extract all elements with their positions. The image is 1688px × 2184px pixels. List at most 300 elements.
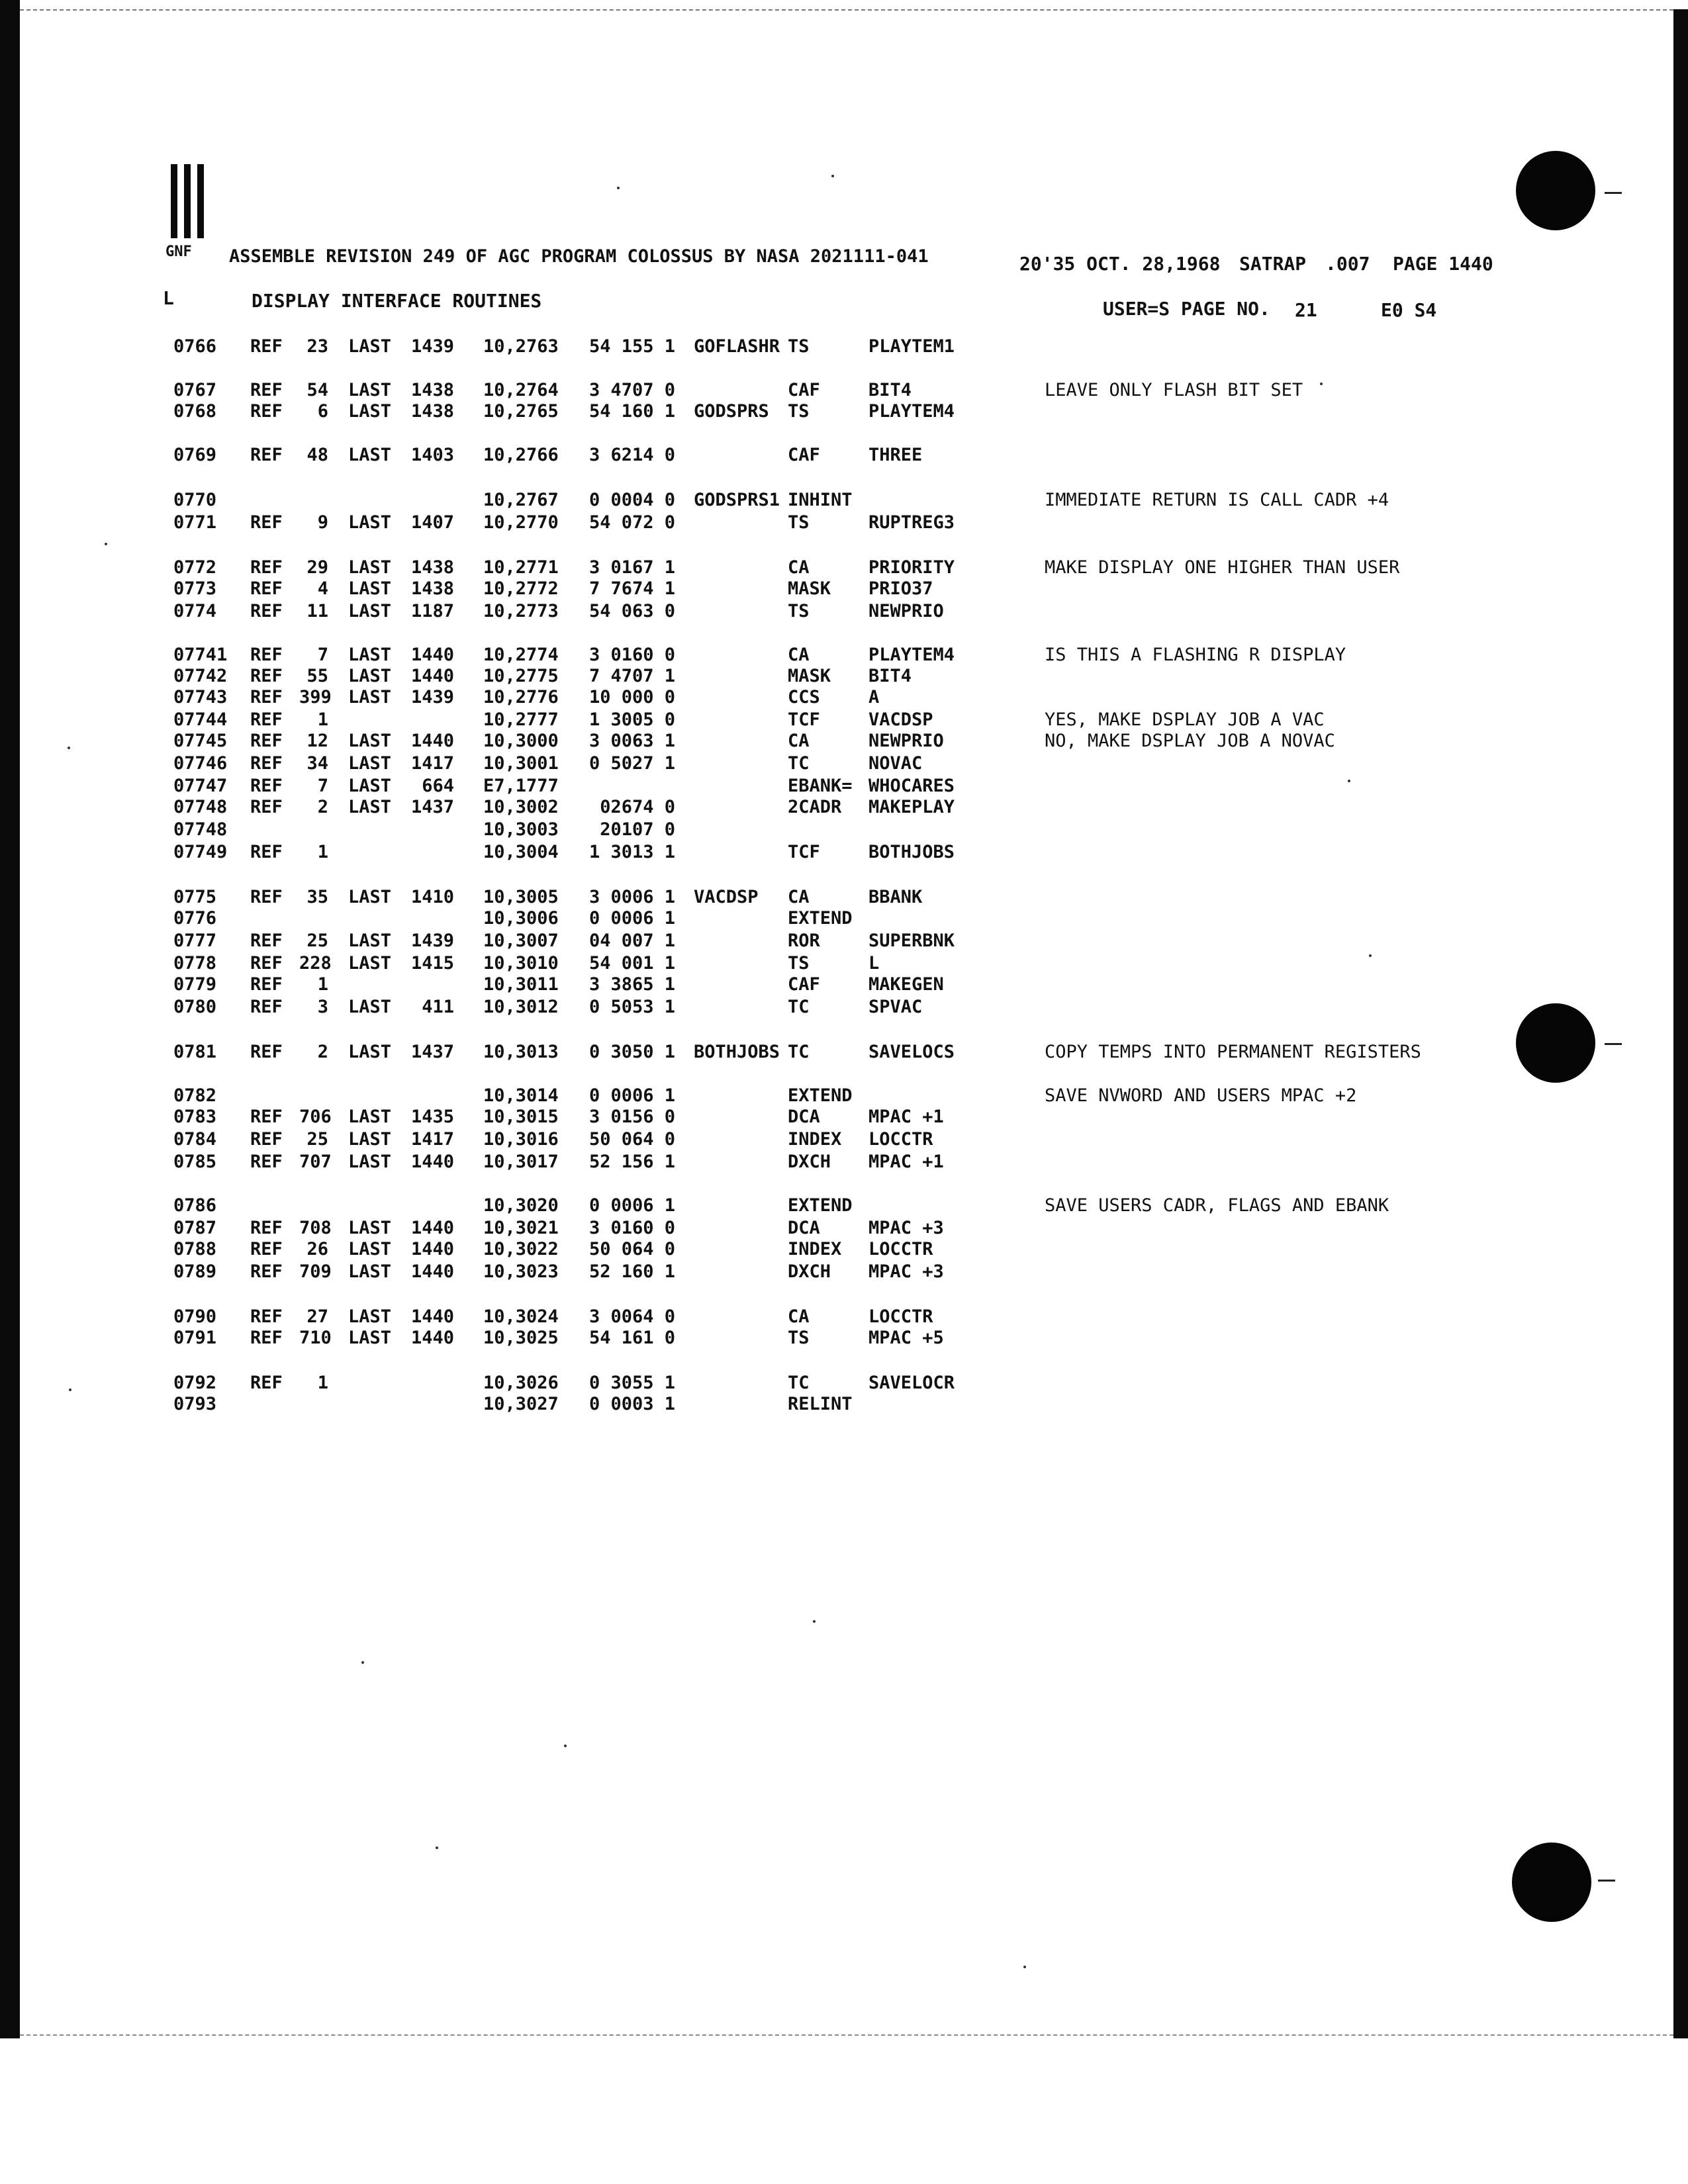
listing-line bbox=[0, 953, 1655, 976]
listing-seq: 0777 bbox=[173, 931, 217, 951]
listing-code: 0 5053 1 bbox=[588, 997, 675, 1017]
listing-line bbox=[0, 908, 1655, 931]
header-page: PAGE 1440 bbox=[1393, 253, 1493, 275]
listing-operand: SPVAC bbox=[868, 997, 923, 1017]
listing-line bbox=[0, 819, 1655, 842]
scan-speck bbox=[813, 1620, 816, 1623]
listing-operand: PLAYTEM4 bbox=[868, 645, 955, 665]
listing-operand: PLAYTEM1 bbox=[868, 336, 955, 357]
listing-refn: 54 bbox=[306, 380, 328, 400]
listing-ref: REF bbox=[250, 931, 283, 951]
listing-operand: MPAC +3 bbox=[868, 1218, 944, 1238]
punch-hole-top-tick bbox=[1605, 192, 1622, 194]
users-page-number: 21 bbox=[1295, 299, 1317, 321]
listing-addr: 10,3024 bbox=[483, 1306, 559, 1327]
listing-seq: 0771 bbox=[173, 512, 217, 533]
listing-last: LAST bbox=[348, 953, 392, 974]
listing-seq: 0792 bbox=[173, 1373, 217, 1393]
listing-addr: 10,3023 bbox=[483, 1261, 559, 1282]
listing-addr: 10,3000 bbox=[483, 731, 559, 751]
listing-addr: 10,2763 bbox=[483, 336, 559, 357]
header-user: SATRAP bbox=[1239, 253, 1307, 275]
listing-ref: REF bbox=[250, 887, 283, 907]
listing-line bbox=[0, 336, 1655, 359]
listing-code: 0 3055 1 bbox=[588, 1373, 675, 1393]
listing-ref: REF bbox=[250, 953, 283, 974]
scan-speck bbox=[361, 1661, 364, 1664]
listing-seq: 0766 bbox=[173, 336, 217, 357]
scan-speck bbox=[436, 1846, 438, 1849]
scan-speck bbox=[1369, 954, 1372, 957]
listing-addr: 10,2765 bbox=[483, 401, 559, 422]
listing-seq: 07748 bbox=[173, 819, 228, 840]
listing-lastn: 411 bbox=[422, 997, 454, 1017]
listing-last: LAST bbox=[348, 887, 392, 907]
listing-refn: 1 bbox=[317, 974, 328, 995]
listing-lastn: 1407 bbox=[410, 512, 454, 533]
listing-lastn: 1438 bbox=[410, 380, 454, 400]
listing-last: LAST bbox=[348, 1218, 392, 1238]
listing-code: 3 4707 0 bbox=[588, 380, 675, 400]
listing-op: EBANK= bbox=[788, 776, 853, 796]
listing-last: LAST bbox=[348, 380, 392, 400]
listing-op: CAF bbox=[788, 974, 820, 995]
listing-operand: THREE bbox=[868, 445, 923, 465]
listing-last: LAST bbox=[348, 1328, 392, 1348]
listing-lastn: 1440 bbox=[410, 1239, 454, 1259]
listing-op: CA bbox=[788, 645, 810, 665]
listing-ref: REF bbox=[250, 512, 283, 533]
listing-code: 7 4707 1 bbox=[588, 666, 675, 686]
listing-code: 0 3050 1 bbox=[588, 1042, 675, 1062]
listing-ref: REF bbox=[250, 997, 283, 1017]
listing-code: 3 0167 1 bbox=[588, 557, 675, 578]
listing-label: GOFLASHR bbox=[694, 336, 780, 357]
listing-line bbox=[0, 490, 1655, 512]
scan-bottom-edge bbox=[20, 2034, 1673, 2036]
listing-refn: 708 bbox=[299, 1218, 332, 1238]
listing-last: LAST bbox=[348, 1152, 392, 1172]
listing-lastn: 1440 bbox=[410, 1306, 454, 1327]
listing-label: BOTHJOBS bbox=[694, 1042, 780, 1062]
listing-lastn: 1417 bbox=[410, 1129, 454, 1150]
listing-seq: 07742 bbox=[173, 666, 228, 686]
listing-op: INHINT bbox=[788, 490, 853, 510]
listing-operand: NEWPRIO bbox=[868, 601, 944, 621]
listing-code: 54 063 0 bbox=[588, 601, 675, 621]
listing-addr: 10,3026 bbox=[483, 1373, 559, 1393]
listing-seq: 07744 bbox=[173, 709, 228, 730]
listing-refn: 29 bbox=[306, 557, 328, 578]
listing-lastn: 1439 bbox=[410, 931, 454, 951]
punch-hole-top bbox=[1516, 151, 1595, 230]
listing-op: ROR bbox=[788, 931, 820, 951]
listing-operand: PRIORITY bbox=[868, 557, 955, 578]
listing-code: 02674 0 bbox=[600, 797, 675, 817]
listing-label: VACDSP bbox=[694, 887, 759, 907]
listing-lastn: 1440 bbox=[410, 666, 454, 686]
scan-speck bbox=[1023, 1966, 1026, 1968]
listing-op: TCF bbox=[788, 842, 820, 862]
listing-line bbox=[0, 1261, 1655, 1284]
listing-ref: REF bbox=[250, 974, 283, 995]
listing-addr: 10,3004 bbox=[483, 842, 559, 862]
listing-addr: 10,3014 bbox=[483, 1085, 559, 1106]
listing-code: 0 5027 1 bbox=[588, 753, 675, 774]
listing-label: GODSPRS1 bbox=[694, 490, 780, 510]
listing-line bbox=[0, 557, 1655, 580]
listing-code: 0 0006 1 bbox=[588, 1195, 675, 1216]
listing-code: 3 0156 0 bbox=[588, 1107, 675, 1127]
listing-seq: 0782 bbox=[173, 1085, 217, 1106]
listing-code: 0 0004 0 bbox=[588, 490, 675, 510]
listing-code: 54 072 0 bbox=[588, 512, 675, 533]
listing-op: MASK bbox=[788, 578, 831, 599]
listing-operand: PLAYTEM4 bbox=[868, 401, 955, 422]
listing-lastn: 1410 bbox=[410, 887, 454, 907]
listing-line bbox=[0, 578, 1655, 601]
listing-ref: REF bbox=[250, 709, 283, 730]
listing-refn: 707 bbox=[299, 1152, 332, 1172]
listing-code: 0 0006 1 bbox=[588, 1085, 675, 1106]
listing-last: LAST bbox=[348, 557, 392, 578]
listing-ref: REF bbox=[250, 1107, 283, 1127]
listing-lastn: 1437 bbox=[410, 797, 454, 817]
listing-last: LAST bbox=[348, 1129, 392, 1150]
listing-lastn: 1438 bbox=[410, 557, 454, 578]
listing-ref: REF bbox=[250, 776, 283, 796]
listing-last: LAST bbox=[348, 1107, 392, 1127]
listing-seq: 0788 bbox=[173, 1239, 217, 1259]
scan-speck bbox=[1320, 383, 1323, 385]
listing-refn: 709 bbox=[299, 1261, 332, 1282]
listing-refn: 3 bbox=[317, 997, 328, 1017]
listing-seq: 0784 bbox=[173, 1129, 217, 1150]
listing-ref: REF bbox=[250, 1328, 283, 1348]
binder-bar bbox=[171, 164, 177, 238]
listing-lastn: 1438 bbox=[410, 578, 454, 599]
listing-refn: 399 bbox=[299, 687, 332, 707]
listing-op: 2CADR bbox=[788, 797, 842, 817]
listing-line bbox=[0, 666, 1655, 688]
listing-refn: 7 bbox=[317, 645, 328, 665]
listing-op: CA bbox=[788, 887, 810, 907]
listing-code: 50 064 0 bbox=[588, 1129, 675, 1150]
listing-refn: 1 bbox=[317, 709, 328, 730]
listing-code: 04 007 1 bbox=[588, 931, 675, 951]
listing-op: TS bbox=[788, 953, 810, 974]
listing-code: 3 0160 0 bbox=[588, 1218, 675, 1238]
listing-code: 3 0160 0 bbox=[588, 645, 675, 665]
listing-ref: REF bbox=[250, 1152, 283, 1172]
listing-last: LAST bbox=[348, 1239, 392, 1259]
listing-addr: 10,3021 bbox=[483, 1218, 559, 1238]
listing-seq: 07749 bbox=[173, 842, 228, 862]
listing-last: LAST bbox=[348, 645, 392, 665]
listing-line bbox=[0, 601, 1655, 623]
listing-seq: 0783 bbox=[173, 1107, 217, 1127]
listing-ref: REF bbox=[250, 1129, 283, 1150]
listing-line bbox=[0, 1195, 1655, 1218]
listing-line bbox=[0, 776, 1655, 798]
listing-op: CAF bbox=[788, 380, 820, 400]
listing-line bbox=[0, 997, 1655, 1019]
listing-code: 0 0003 1 bbox=[588, 1394, 675, 1414]
listing-addr: 10,3020 bbox=[483, 1195, 559, 1216]
bank-label: E0 S4 bbox=[1381, 299, 1437, 321]
listing-refn: 1 bbox=[317, 1373, 328, 1393]
listing-code: 52 156 1 bbox=[588, 1152, 675, 1172]
punch-hole-bottom-tick bbox=[1598, 1880, 1615, 1882]
listing-ref: REF bbox=[250, 731, 283, 751]
listing-addr: 10,2776 bbox=[483, 687, 559, 707]
listing-seq: 0785 bbox=[173, 1152, 217, 1172]
listing-addr: 10,2771 bbox=[483, 557, 559, 578]
listing-last: LAST bbox=[348, 687, 392, 707]
listing-refn: 1 bbox=[317, 842, 328, 862]
listing-op: MASK bbox=[788, 666, 831, 686]
listing-addr: 10,3012 bbox=[483, 997, 559, 1017]
listing-code: 50 064 0 bbox=[588, 1239, 675, 1259]
listing-refn: 2 bbox=[317, 797, 328, 817]
listing-addr: 10,2766 bbox=[483, 445, 559, 465]
listing-line bbox=[0, 887, 1655, 909]
listing-comment: IS THIS A FLASHING R DISPLAY bbox=[1045, 645, 1346, 665]
listing-ref: REF bbox=[250, 578, 283, 599]
listing-refn: 2 bbox=[317, 1042, 328, 1062]
listing-operand: MPAC +5 bbox=[868, 1328, 944, 1348]
listing-op: TC bbox=[788, 997, 810, 1017]
listing-line bbox=[0, 1107, 1655, 1129]
listing-addr: 10,2767 bbox=[483, 490, 559, 510]
listing-ref: REF bbox=[250, 753, 283, 774]
listing-lastn: 1440 bbox=[410, 731, 454, 751]
listing-refn: 26 bbox=[306, 1239, 328, 1259]
listing-last: LAST bbox=[348, 336, 392, 357]
listing-addr: 10,2772 bbox=[483, 578, 559, 599]
listing-seq: 07743 bbox=[173, 687, 228, 707]
listing-seq: 0781 bbox=[173, 1042, 217, 1062]
listing-operand: LOCCTR bbox=[868, 1129, 933, 1150]
listing-last: LAST bbox=[348, 753, 392, 774]
listing-operand: MAKEGEN bbox=[868, 974, 944, 995]
listing-line bbox=[0, 445, 1655, 467]
listing-operand: L bbox=[868, 953, 880, 974]
listing-ref: REF bbox=[250, 1218, 283, 1238]
listing-addr: 10,3003 bbox=[483, 819, 559, 840]
listing-op: CA bbox=[788, 557, 810, 578]
listing-comment: SAVE NVWORD AND USERS MPAC +2 bbox=[1045, 1085, 1357, 1106]
listing-seq: 0790 bbox=[173, 1306, 217, 1327]
section-title: DISPLAY INTERFACE ROUTINES bbox=[252, 290, 542, 312]
listing-lastn: 1415 bbox=[410, 953, 454, 974]
listing-code: 3 0063 1 bbox=[588, 731, 675, 751]
listing-op: DXCH bbox=[788, 1261, 831, 1282]
listing-line bbox=[0, 645, 1655, 667]
listing-seq: 0774 bbox=[173, 601, 217, 621]
section-tag: L bbox=[163, 287, 174, 309]
listing-seq: 0787 bbox=[173, 1218, 217, 1238]
listing-line bbox=[0, 731, 1655, 753]
listing-lastn: 1440 bbox=[410, 1152, 454, 1172]
listing-seq: 0770 bbox=[173, 490, 217, 510]
listing-seq: 07745 bbox=[173, 731, 228, 751]
listing-code: 54 161 0 bbox=[588, 1328, 675, 1348]
listing-operand: PRIO37 bbox=[868, 578, 933, 599]
listing-addr: 10,2774 bbox=[483, 645, 559, 665]
listing-seq: 0786 bbox=[173, 1195, 217, 1216]
listing-comment: NO, MAKE DSPLAY JOB A NOVAC bbox=[1045, 731, 1335, 751]
listing-addr: 10,3022 bbox=[483, 1239, 559, 1259]
listing-seq: 0778 bbox=[173, 953, 217, 974]
listing-op: EXTEND bbox=[788, 1085, 853, 1106]
listing-addr: 10,3005 bbox=[483, 887, 559, 907]
listing-line bbox=[0, 512, 1655, 535]
listing-operand: WHOCARES bbox=[868, 776, 955, 796]
listing-seq: 0776 bbox=[173, 908, 217, 929]
listing-line bbox=[0, 1328, 1655, 1350]
listing-ref: REF bbox=[250, 645, 283, 665]
listing-refn: 710 bbox=[299, 1328, 332, 1348]
listing-label: GODSPRS bbox=[694, 401, 769, 422]
listing-lastn: 1440 bbox=[410, 645, 454, 665]
listing-refn: 706 bbox=[299, 1107, 332, 1127]
scan-speck bbox=[831, 175, 834, 177]
listing-code: 7 7674 1 bbox=[588, 578, 675, 599]
listing-ref: REF bbox=[250, 1042, 283, 1062]
listing-last: LAST bbox=[348, 731, 392, 751]
listing-lastn: 1417 bbox=[410, 753, 454, 774]
listing-code: 3 0064 0 bbox=[588, 1306, 675, 1327]
listing-code: 10 000 0 bbox=[588, 687, 675, 707]
listing-line bbox=[0, 1085, 1655, 1108]
listing-refn: 9 bbox=[317, 512, 328, 533]
header-version: .007 bbox=[1325, 253, 1370, 275]
listing-line bbox=[0, 1394, 1655, 1416]
listing-op: CAF bbox=[788, 445, 820, 465]
listing-last: LAST bbox=[348, 797, 392, 817]
listing-addr: 10,3010 bbox=[483, 953, 559, 974]
listing-seq: 0780 bbox=[173, 997, 217, 1017]
listing-lastn: 1439 bbox=[410, 336, 454, 357]
listing-ref: REF bbox=[250, 666, 283, 686]
listing-last: LAST bbox=[348, 776, 392, 796]
listing-last: LAST bbox=[348, 666, 392, 686]
listing-seq: 0772 bbox=[173, 557, 217, 578]
listing-addr: 10,2777 bbox=[483, 709, 559, 730]
listing-ref: REF bbox=[250, 557, 283, 578]
listing-seq: 0767 bbox=[173, 380, 217, 400]
listing-addr: 10,3027 bbox=[483, 1394, 559, 1414]
listing-refn: 35 bbox=[306, 887, 328, 907]
listing-refn: 34 bbox=[306, 753, 328, 774]
listing-line bbox=[0, 1239, 1655, 1261]
listing-code: 3 3865 1 bbox=[588, 974, 675, 995]
listing-seq: 0769 bbox=[173, 445, 217, 465]
listing-addr: 10,2764 bbox=[483, 380, 559, 400]
listing-op: TS bbox=[788, 601, 810, 621]
listing-op: TS bbox=[788, 512, 810, 533]
listing-refn: 23 bbox=[306, 336, 328, 357]
listing-ref: REF bbox=[250, 380, 283, 400]
listing-refn: 4 bbox=[317, 578, 328, 599]
scan-speck bbox=[617, 187, 620, 189]
listing-ref: REF bbox=[250, 1373, 283, 1393]
listing-code: 3 6214 0 bbox=[588, 445, 675, 465]
listing-seq: 0779 bbox=[173, 974, 217, 995]
listing-addr: 10,3007 bbox=[483, 931, 559, 951]
listing-ref: REF bbox=[250, 445, 283, 465]
listing-lastn: 1440 bbox=[410, 1218, 454, 1238]
listing-line bbox=[0, 687, 1655, 709]
listing-addr: 10,3006 bbox=[483, 908, 559, 929]
listing-operand: MPAC +1 bbox=[868, 1152, 944, 1172]
listing-line bbox=[0, 1042, 1655, 1064]
listing-operand: NEWPRIO bbox=[868, 731, 944, 751]
listing-refn: 7 bbox=[317, 776, 328, 796]
listing-addr: 10,3013 bbox=[483, 1042, 559, 1062]
scan-speck bbox=[1348, 780, 1350, 782]
listing-operand: BIT4 bbox=[868, 666, 912, 686]
listing-operand: A bbox=[868, 687, 880, 707]
listing-code: 52 160 1 bbox=[588, 1261, 675, 1282]
header-timestamp: 20'35 OCT. 28,1968 bbox=[1019, 253, 1221, 275]
listing-op: TS bbox=[788, 1328, 810, 1348]
listing-code: 1 3005 0 bbox=[588, 709, 675, 730]
listing-line bbox=[0, 380, 1655, 402]
listing-operand: VACDSP bbox=[868, 709, 933, 730]
listing-op: DCA bbox=[788, 1218, 820, 1238]
listing-lastn: 664 bbox=[422, 776, 454, 796]
scan-speck bbox=[105, 543, 107, 545]
listing-seq: 0773 bbox=[173, 578, 217, 599]
listing-operand: BBANK bbox=[868, 887, 923, 907]
listing-op: INDEX bbox=[788, 1239, 842, 1259]
listing-code: 3 0006 1 bbox=[588, 887, 675, 907]
header-title: ASSEMBLE REVISION 249 OF AGC PROGRAM COLOSSUS BY NASA 2021111-041 bbox=[229, 246, 929, 267]
listing-last: LAST bbox=[348, 931, 392, 951]
listing-code: 20107 0 bbox=[600, 819, 675, 840]
scan-speck bbox=[564, 1745, 567, 1747]
listing-last: LAST bbox=[348, 512, 392, 533]
listing-ref: REF bbox=[250, 601, 283, 621]
listing-last: LAST bbox=[348, 997, 392, 1017]
listing-last: LAST bbox=[348, 1306, 392, 1327]
listing-operand: SAVELOCR bbox=[868, 1373, 955, 1393]
listing-last: LAST bbox=[348, 1261, 392, 1282]
listing-op: DXCH bbox=[788, 1152, 831, 1172]
listing-ref: REF bbox=[250, 1239, 283, 1259]
listing-op: DCA bbox=[788, 1107, 820, 1127]
listing-ref: REF bbox=[250, 687, 283, 707]
listing-op: TC bbox=[788, 1373, 810, 1393]
listing-line bbox=[0, 842, 1655, 864]
listing-op: CA bbox=[788, 1306, 810, 1327]
listing-ref: REF bbox=[250, 797, 283, 817]
listing-line bbox=[0, 1129, 1655, 1152]
listing-comment: COPY TEMPS INTO PERMANENT REGISTERS bbox=[1045, 1042, 1421, 1062]
listing-ref: REF bbox=[250, 1306, 283, 1327]
listing-line bbox=[0, 401, 1655, 424]
listing-op: TC bbox=[788, 1042, 810, 1062]
listing-code: 54 001 1 bbox=[588, 953, 675, 974]
listing-seq: 0791 bbox=[173, 1328, 217, 1348]
listing-last: LAST bbox=[348, 1042, 392, 1062]
scan-edge-left bbox=[0, 0, 20, 2038]
listing-lastn: 1437 bbox=[410, 1042, 454, 1062]
listing-line bbox=[0, 709, 1655, 732]
listing-lastn: 1440 bbox=[410, 1261, 454, 1282]
